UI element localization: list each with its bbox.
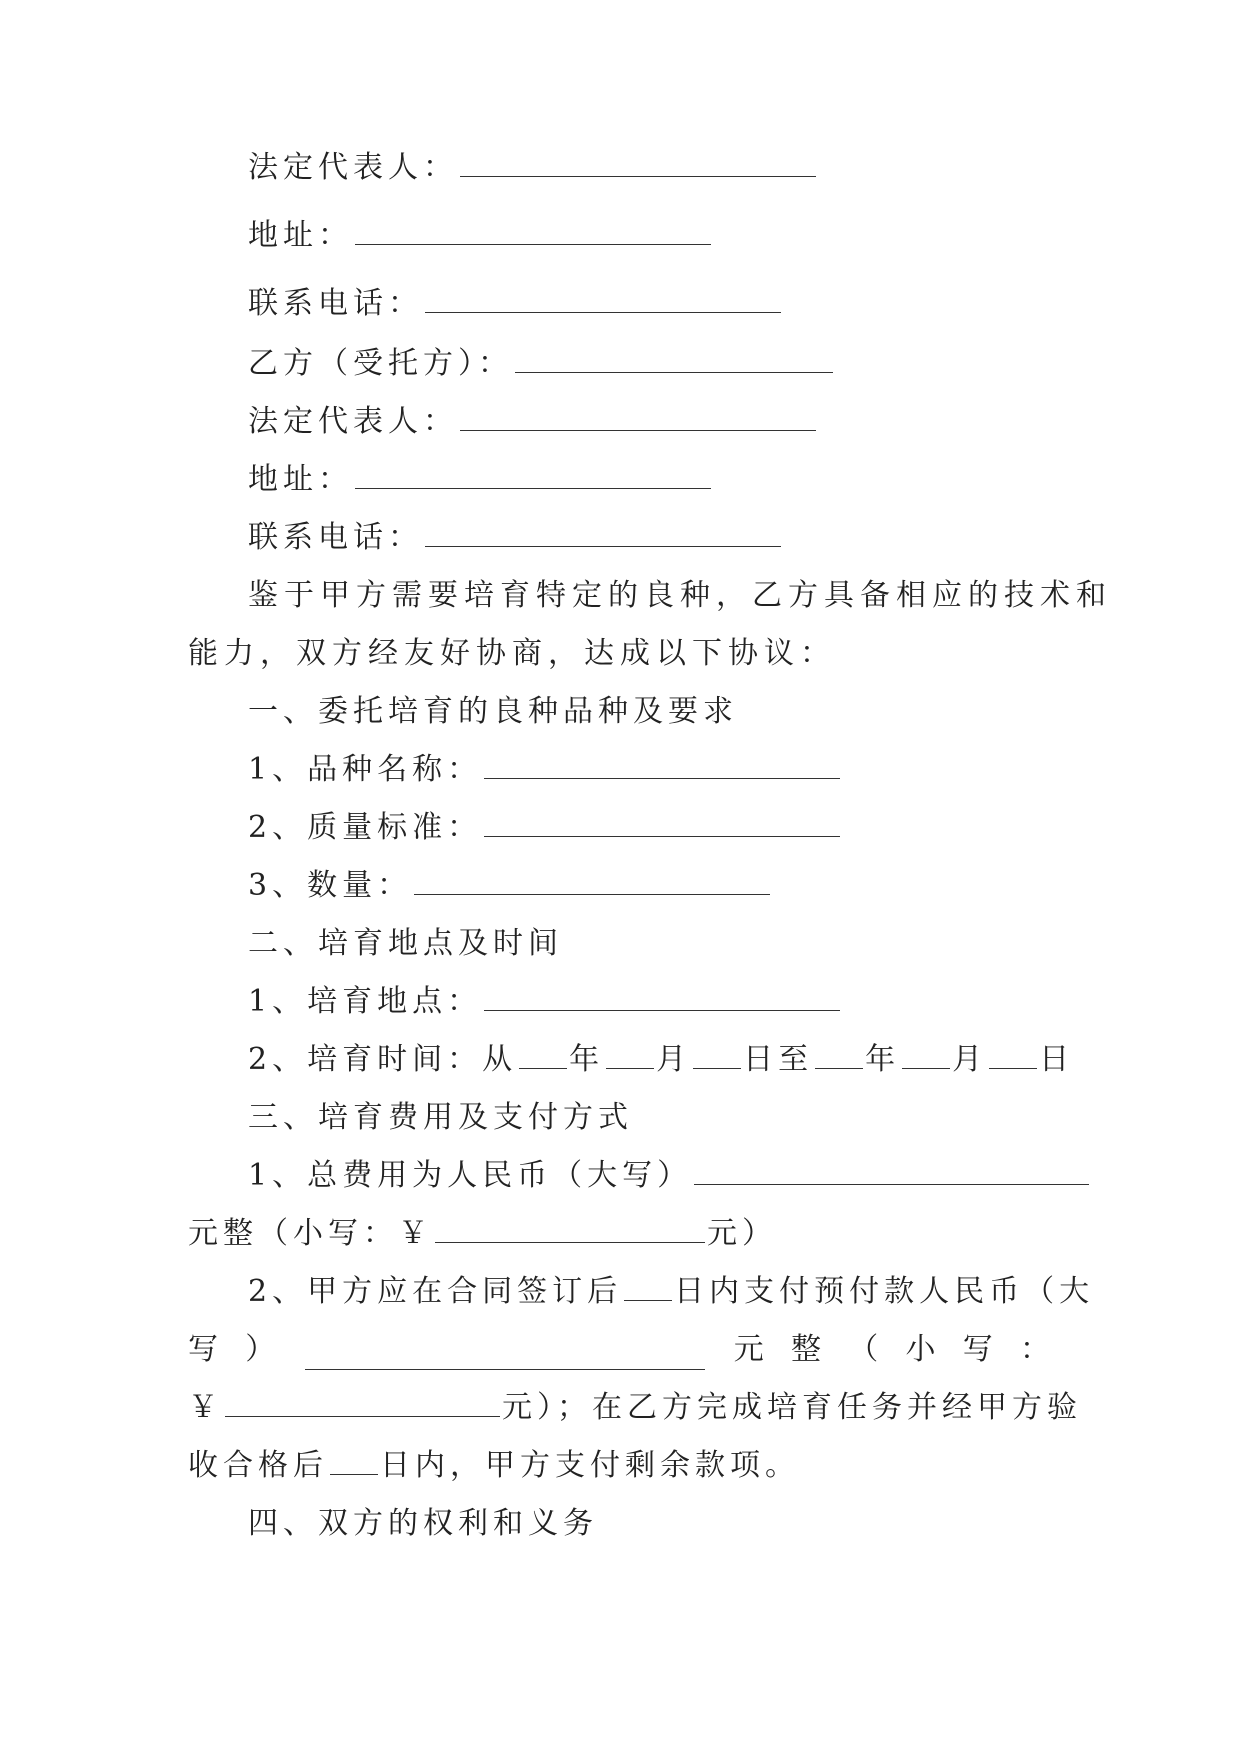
party-a-phone-label: 联系电话： [248, 286, 423, 321]
section-1-heading: 一、委托培育的良种品种及要求 [248, 694, 738, 729]
prepay-lparen: （ [848, 1332, 879, 1367]
party-a-rep-blank[interactable] [460, 148, 816, 177]
variety-name-blank[interactable] [484, 750, 840, 779]
start-day-blank[interactable] [693, 1040, 741, 1069]
section-1-item-3 [248, 866, 772, 906]
party-b-address-blank[interactable] [355, 460, 711, 489]
remaining-days-blank[interactable] [330, 1446, 378, 1475]
party-a-rep-label: 法定代表人： [248, 150, 458, 185]
total-fee-label: 1、总费用为人民币（大写） [248, 1158, 693, 1193]
party-b-phone-row [248, 518, 783, 558]
section-3-item-2-line-2 [188, 1330, 1050, 1370]
party-b-name-blank[interactable] [515, 344, 833, 373]
party-b-rep-row [248, 402, 818, 442]
variety-name-label: 1、品种名称： [248, 752, 483, 787]
quality-standard-label: 2、质量标准： [248, 810, 483, 845]
remaining-payment-prefix: 收合格后 [188, 1448, 328, 1483]
party-a-rep-row [248, 148, 818, 188]
end-year-blank[interactable] [815, 1040, 863, 1069]
section-1-item-2 [248, 808, 842, 848]
start-year-unit: 年 [569, 1042, 605, 1077]
quantity-blank[interactable] [414, 866, 770, 895]
prepay-yen: ￥ [188, 1390, 223, 1425]
party-a-address-row [248, 216, 713, 256]
breeding-location-blank[interactable] [484, 982, 840, 1011]
prepay-xie2: 写 [962, 1332, 993, 1367]
total-fee-unit: 元） [707, 1216, 777, 1251]
party-b-rep-label: 法定代表人： [248, 404, 458, 439]
start-month-blank[interactable] [606, 1040, 654, 1069]
breeding-location-label: 1、培育地点： [248, 984, 483, 1019]
section-2-item-2 [248, 1040, 1074, 1080]
end-day-blank[interactable] [989, 1040, 1037, 1069]
party-b-phone-label: 联系电话： [248, 520, 423, 555]
prepayment-numeric-blank[interactable] [225, 1388, 500, 1417]
total-fee-numeric-blank[interactable] [435, 1214, 705, 1243]
prepayment-mid-text: 日内支付预付款人民币（大 [674, 1274, 1095, 1309]
quantity-label: 3、数量： [248, 868, 413, 903]
prepay-xiao: 小 [905, 1332, 936, 1367]
prepayment-days-blank[interactable] [624, 1272, 672, 1301]
prepay-zheng: 整 [791, 1332, 821, 1367]
quality-standard-blank[interactable] [484, 808, 840, 837]
party-b-name-label: 乙方（受托方）： [248, 346, 513, 381]
total-fee-words-blank[interactable] [694, 1156, 1089, 1185]
preamble-line-2: 能力，双方经友好协商，达成以下协议： [188, 636, 836, 671]
end-month-blank[interactable] [902, 1040, 950, 1069]
section-3-item-2-line-1 [248, 1272, 1094, 1312]
party-a-phone-row [248, 284, 783, 324]
breeding-time-label: 2、培育时间：从 [248, 1042, 518, 1077]
prepay-rparen: ） [245, 1332, 276, 1367]
end-day-unit: 日 [1039, 1042, 1075, 1077]
party-a-phone-blank[interactable] [425, 284, 781, 313]
total-fee-numeric-label: 元整（小写：￥ [188, 1216, 433, 1251]
preamble-line-1: 鉴于甲方需要培育特定的良种，乙方具备相应的技术和 [248, 578, 1112, 613]
start-day-to: 日至 [743, 1042, 814, 1077]
party-a-address-blank[interactable] [355, 216, 711, 245]
party-b-phone-blank[interactable] [425, 518, 781, 547]
section-2-item-1 [248, 982, 842, 1022]
start-year-blank[interactable] [519, 1040, 567, 1069]
remaining-payment-suffix: 日内，甲方支付剩余款项。 [380, 1448, 800, 1483]
section-3-item-1-line-2 [188, 1214, 777, 1254]
prepay-colon: ： [1020, 1332, 1050, 1367]
section-1-item-1 [248, 750, 842, 790]
party-b-rep-blank[interactable] [460, 402, 816, 431]
section-2-heading: 二、培育地点及时间 [248, 926, 563, 961]
party-b-address-label: 地址： [248, 462, 353, 497]
section-3-item-2-line-4 [188, 1446, 800, 1486]
section-3-heading: 三、培育费用及支付方式 [248, 1100, 633, 1135]
party-b-address-row [248, 460, 713, 500]
section-3-item-2-line-3 [188, 1388, 1082, 1428]
start-month-unit: 月 [656, 1042, 692, 1077]
end-month-unit: 月 [952, 1042, 988, 1077]
prepay-line3-suffix: 元）；在乙方完成培育任务并经甲方验 [502, 1390, 1082, 1425]
end-year-unit: 年 [865, 1042, 901, 1077]
party-a-address-label: 地址： [248, 218, 353, 253]
prepayment-words-blank[interactable] [305, 1341, 705, 1370]
section-3-item-1-line-1 [248, 1156, 1091, 1196]
prepay-xie: 写 [188, 1332, 218, 1367]
prepay-yuan: 元 [733, 1332, 764, 1367]
prepayment-label: 2、甲方应在合同签订后 [248, 1274, 623, 1309]
section-4-heading: 四、双方的权利和义务 [248, 1506, 598, 1541]
party-b-name-row [248, 344, 835, 384]
